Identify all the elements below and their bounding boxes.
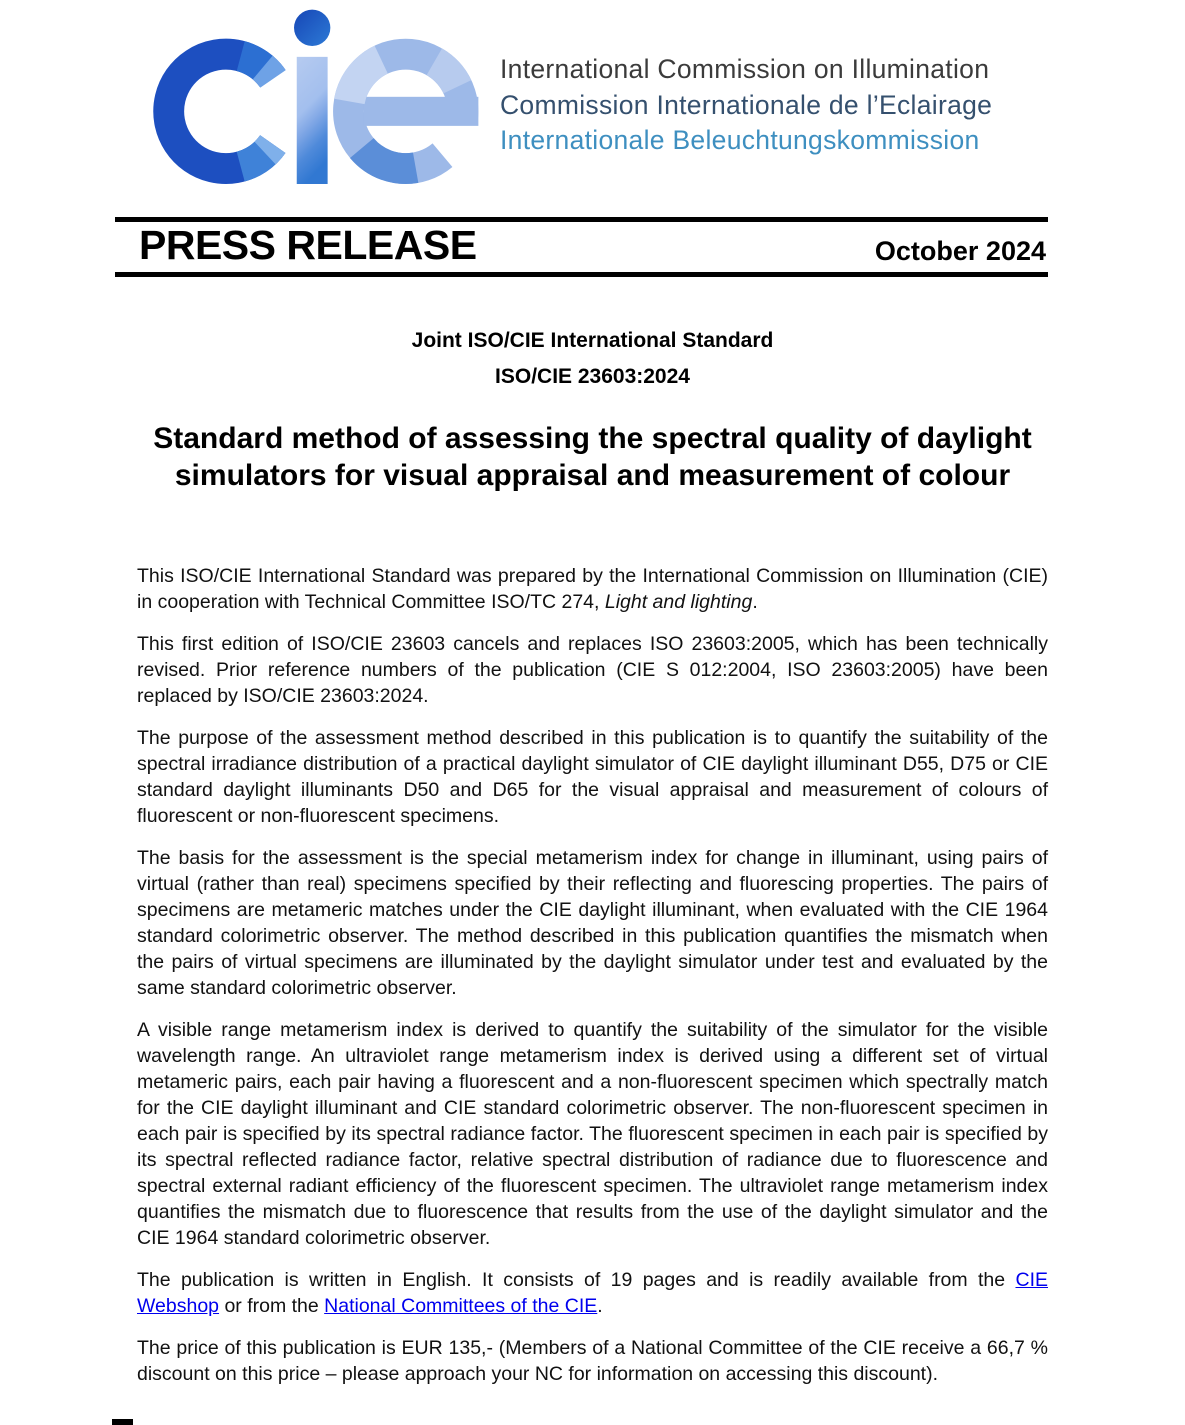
text-segment: The basis for the assessment is the special metamerism index for change in illuminant, using pairs of virtual (rather than real) specimens specified by their reflecting and fluorescing properties. The pairs of specimens are metameric matches under the CIE daylight illuminant, when evaluated with the CIE 1964 standard colorimetric observer. The method described in this publication quantifies the mismatch when the pairs of virtual specimens are illuminated by the daylight simulator under test and evaluated by the same standard colorimetric observer. [137,847,1048,999]
paragraph-availability [137,1267,1048,1319]
paragraph-purpose [137,725,1048,829]
paragraph-price [137,1335,1048,1387]
text-segment: The publication is written in English. It consists of 19 pages and is readily available from the [137,1269,1016,1291]
paragraph-edition [137,631,1048,709]
national-committees-link[interactable]: National Committees of the CIE [324,1295,598,1317]
cie-logo [146,4,482,188]
body-copy [137,563,1048,1403]
org-name-english: International Commission on Illumination [500,54,990,84]
press-release-date: October 2024 [874,236,1046,266]
banner-rule-bottom [115,272,1048,277]
paragraph-preparation [137,563,1048,615]
text-segment: . [597,1295,603,1317]
committee-name-italic: Light and lighting [604,591,753,613]
press-release-heading: PRESS RELEASE [139,222,477,268]
cie-webshop-link[interactable]: CIE Webshop [137,1269,1048,1317]
paragraph-basis [137,845,1048,1001]
org-name-german: Internationale Beleuchtungskommission [500,125,980,155]
text-segment: . [752,591,758,613]
paragraph-indices [137,1017,1048,1251]
organisation-names [500,52,992,159]
text-segment: A visible range metamerism index is derived to quantify the suitability of the simulator for the visible wavelength range. An ultraviolet range metamerism index is derived using a different set of virtual metameric pairs, each pair having a fluorescent and a non-fluorescent specimen which spectrally match for the CIE daylight illuminant and CIE standard colorimetric observer. The non-fluorescent specimen in each pair is specified by its spectral radiance factor. The fluorescent specimen in each pair is specified by its spectral reflected radiance factor, relative spectral distribution of radiance due to fluorescence and spectral external radiant efficiency of the fluorescent specimen. The ultraviolet range metamerism index quantifies the mismatch due to fluorescence that results from the use of the daylight simulator and the CIE 1964 standard colorimetric observer. [137,1019,1048,1249]
cie-logo-graphic [146,4,482,186]
text-segment: The price of this publication is EUR 135,- (Members of a National Committee of the CIE receive a 66,7 % discount on this price – please approach your NC for information on accessing this discount). [137,1337,1048,1385]
standard-designation-line1: Joint ISO/CIE International Standard [411,329,774,352]
text-segment: This first edition of ISO/CIE 23603 cancels and replaces ISO 23603:2005, which has been technically revised. Prior reference numbers of the publication (CIE S 012:2004, ISO 23603:2005) have been replaced by ISO/CIE 23603:2024. [137,633,1048,707]
standard-designation [137,329,1048,388]
footer-rule-fragment [112,1419,133,1425]
standard-designation-line2: ISO/CIE 23603:2024 [495,365,690,388]
org-name-french: Commission Internationale de l’Eclairage [500,89,993,120]
text-segment: or from the [219,1295,325,1317]
text-segment: The purpose of the assessment method described in this publication is to quantify the suitability of the spectral irradiance distribution of a practical daylight simulator of CIE daylight illuminant D55, D75 or CIE standard daylight illuminants D50 and D65 for the visual appraisal and measurement of colours of fluorescent or non-fluorescent specimens. [137,727,1048,827]
document-title: Standard method of assessing the spectral quality of daylight simulators for visual appraisal and measurement of colour [153,422,1032,492]
text-segment: This ISO/CIE International Standard was prepared by the International Commission on Illumination (CIE) in cooperation with Technical Committee ISO/TC 274, [137,565,1048,613]
